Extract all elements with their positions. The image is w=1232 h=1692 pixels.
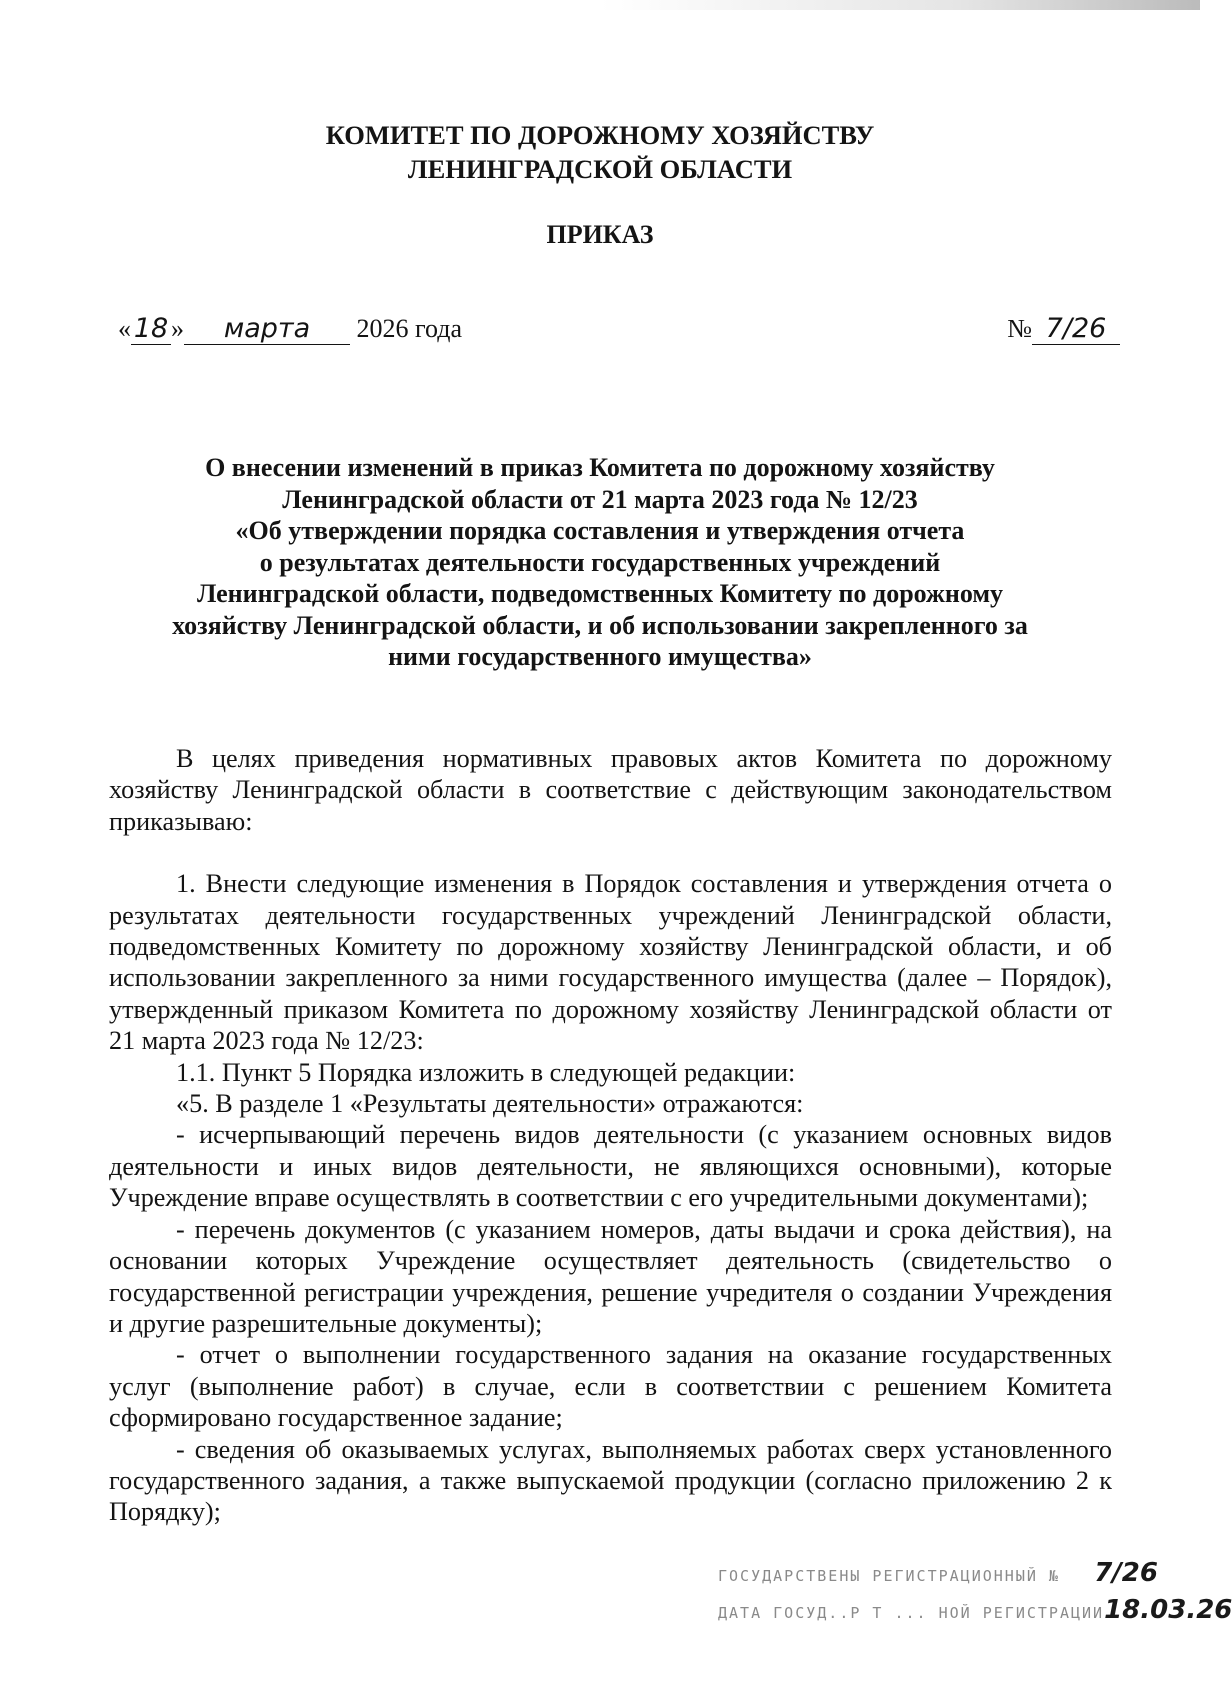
organization-line-1: КОМИТЕТ ПО ДОРОЖНОМУ ХОЗЯЙСТВУ [325, 120, 875, 150]
registration-number-row [718, 1556, 1158, 1593]
document-type: ПРИКАЗ [546, 220, 654, 249]
subject-line-3: «Об утверждении порядка составления и утверждения отчета [235, 516, 965, 545]
registration-stamp [718, 1556, 1232, 1630]
date-day: 18 [131, 314, 171, 345]
bullet-state-task-report: - отчет о выполнении государственного задания на оказание государственных услуг (выполнение работ) в случае, если в соответствии с решением Комитета сформировано государственное задание; [109, 1340, 1112, 1433]
order-body [109, 743, 1112, 1528]
date-month: марта [184, 314, 350, 345]
order-number [1007, 312, 1120, 346]
subject-line-6: хозяйству Ленинградской области, и об использовании закрепленного за [172, 610, 1028, 640]
order-date [118, 312, 462, 346]
subject-line-7: ними государственного имущества» [388, 642, 812, 671]
bullet-activity-types: - исчерпывающий перечень видов деятельности (с указанием основных видов деятельности и иных видов деятельности, не являющихся основными), которые Учреждение вправе осуществлять в соответствии с его учредительными документами); [109, 1120, 1112, 1213]
subject-line-5: Ленинградской области, подведомственных Комитету по дорожному [196, 579, 1004, 608]
bullet-documents-list: - перечень документов (с указанием номеров, даты выдачи и срока действия), на основании которых Учреждение осуществляет деятельность (свидетельство о государственной регистрации учреждения, решение учредителя о создании Учреждения и другие разрешительные документы); [109, 1214, 1112, 1338]
scan-edge-shadow [600, 0, 1200, 10]
registration-number-value: 7/26 [1094, 1558, 1158, 1588]
date-quote-open: « [118, 314, 131, 343]
item-5-intro-paragraph: «5. В разделе 1 «Результаты деятельности» отражаются: [176, 1089, 804, 1119]
organization-line-2: ЛЕНИНГРАДСКОЙ ОБЛАСТИ [407, 154, 793, 184]
preamble-paragraph: В целях приведения нормативных правовых актов Комитета по дорожному хозяйству Ленинградской области в соответствие с действующим законодательством приказываю: [109, 744, 1112, 836]
bullet-services-info: - сведения об оказываемых услугах, выполняемых работах сверх установленного государственного задания, а также выпускаемой продукции (согласно приложению 2 к Порядку); [109, 1434, 1112, 1527]
registration-date-value: 18.03.26 [1104, 1595, 1232, 1625]
order-subject [130, 452, 1070, 673]
item-1-paragraph: 1. Внести следующие изменения в Порядок составления и утверждения отчета о результатах деятельности государственных учреждений Ленинградской области, подведомственных Комитету по дорожному хозяйству Ленинградской области, и об использовании закрепленного за ними государственного имущества (далее – Порядок), утвержденный приказом Комитета по дорожному хозяйству Ленинградской области от 21 марта 2023 года № 12/23: [109, 869, 1112, 1056]
registration-date-label: ДАТА ГОСУД..Р Т ... НОЙ РЕГИСТРАЦИИ [718, 1604, 1105, 1622]
subject-line-2: Ленинградской области от 21 марта 2023 года № 12/23 [282, 484, 918, 514]
order-number-value: 7/26 [1032, 314, 1120, 345]
item-1-1-paragraph: 1.1. Пункт 5 Порядка изложить в следующей редакции: [176, 1057, 796, 1087]
registration-number-label: ГОСУДАРСТВЕНЫ РЕГИСТРАЦИОННЫЙ № [718, 1567, 1060, 1585]
registration-date-row [718, 1593, 1232, 1630]
organization-name [200, 118, 1000, 186]
subject-line-1: О внесении изменений в приказ Комитета по дорожному хозяйству [205, 453, 995, 482]
date-quote-close: » [171, 314, 184, 343]
subject-line-4: о результатах деятельности государственных учреждений [259, 547, 941, 577]
date-year: 2026 года [356, 314, 463, 343]
order-number-label: № [1007, 314, 1032, 343]
